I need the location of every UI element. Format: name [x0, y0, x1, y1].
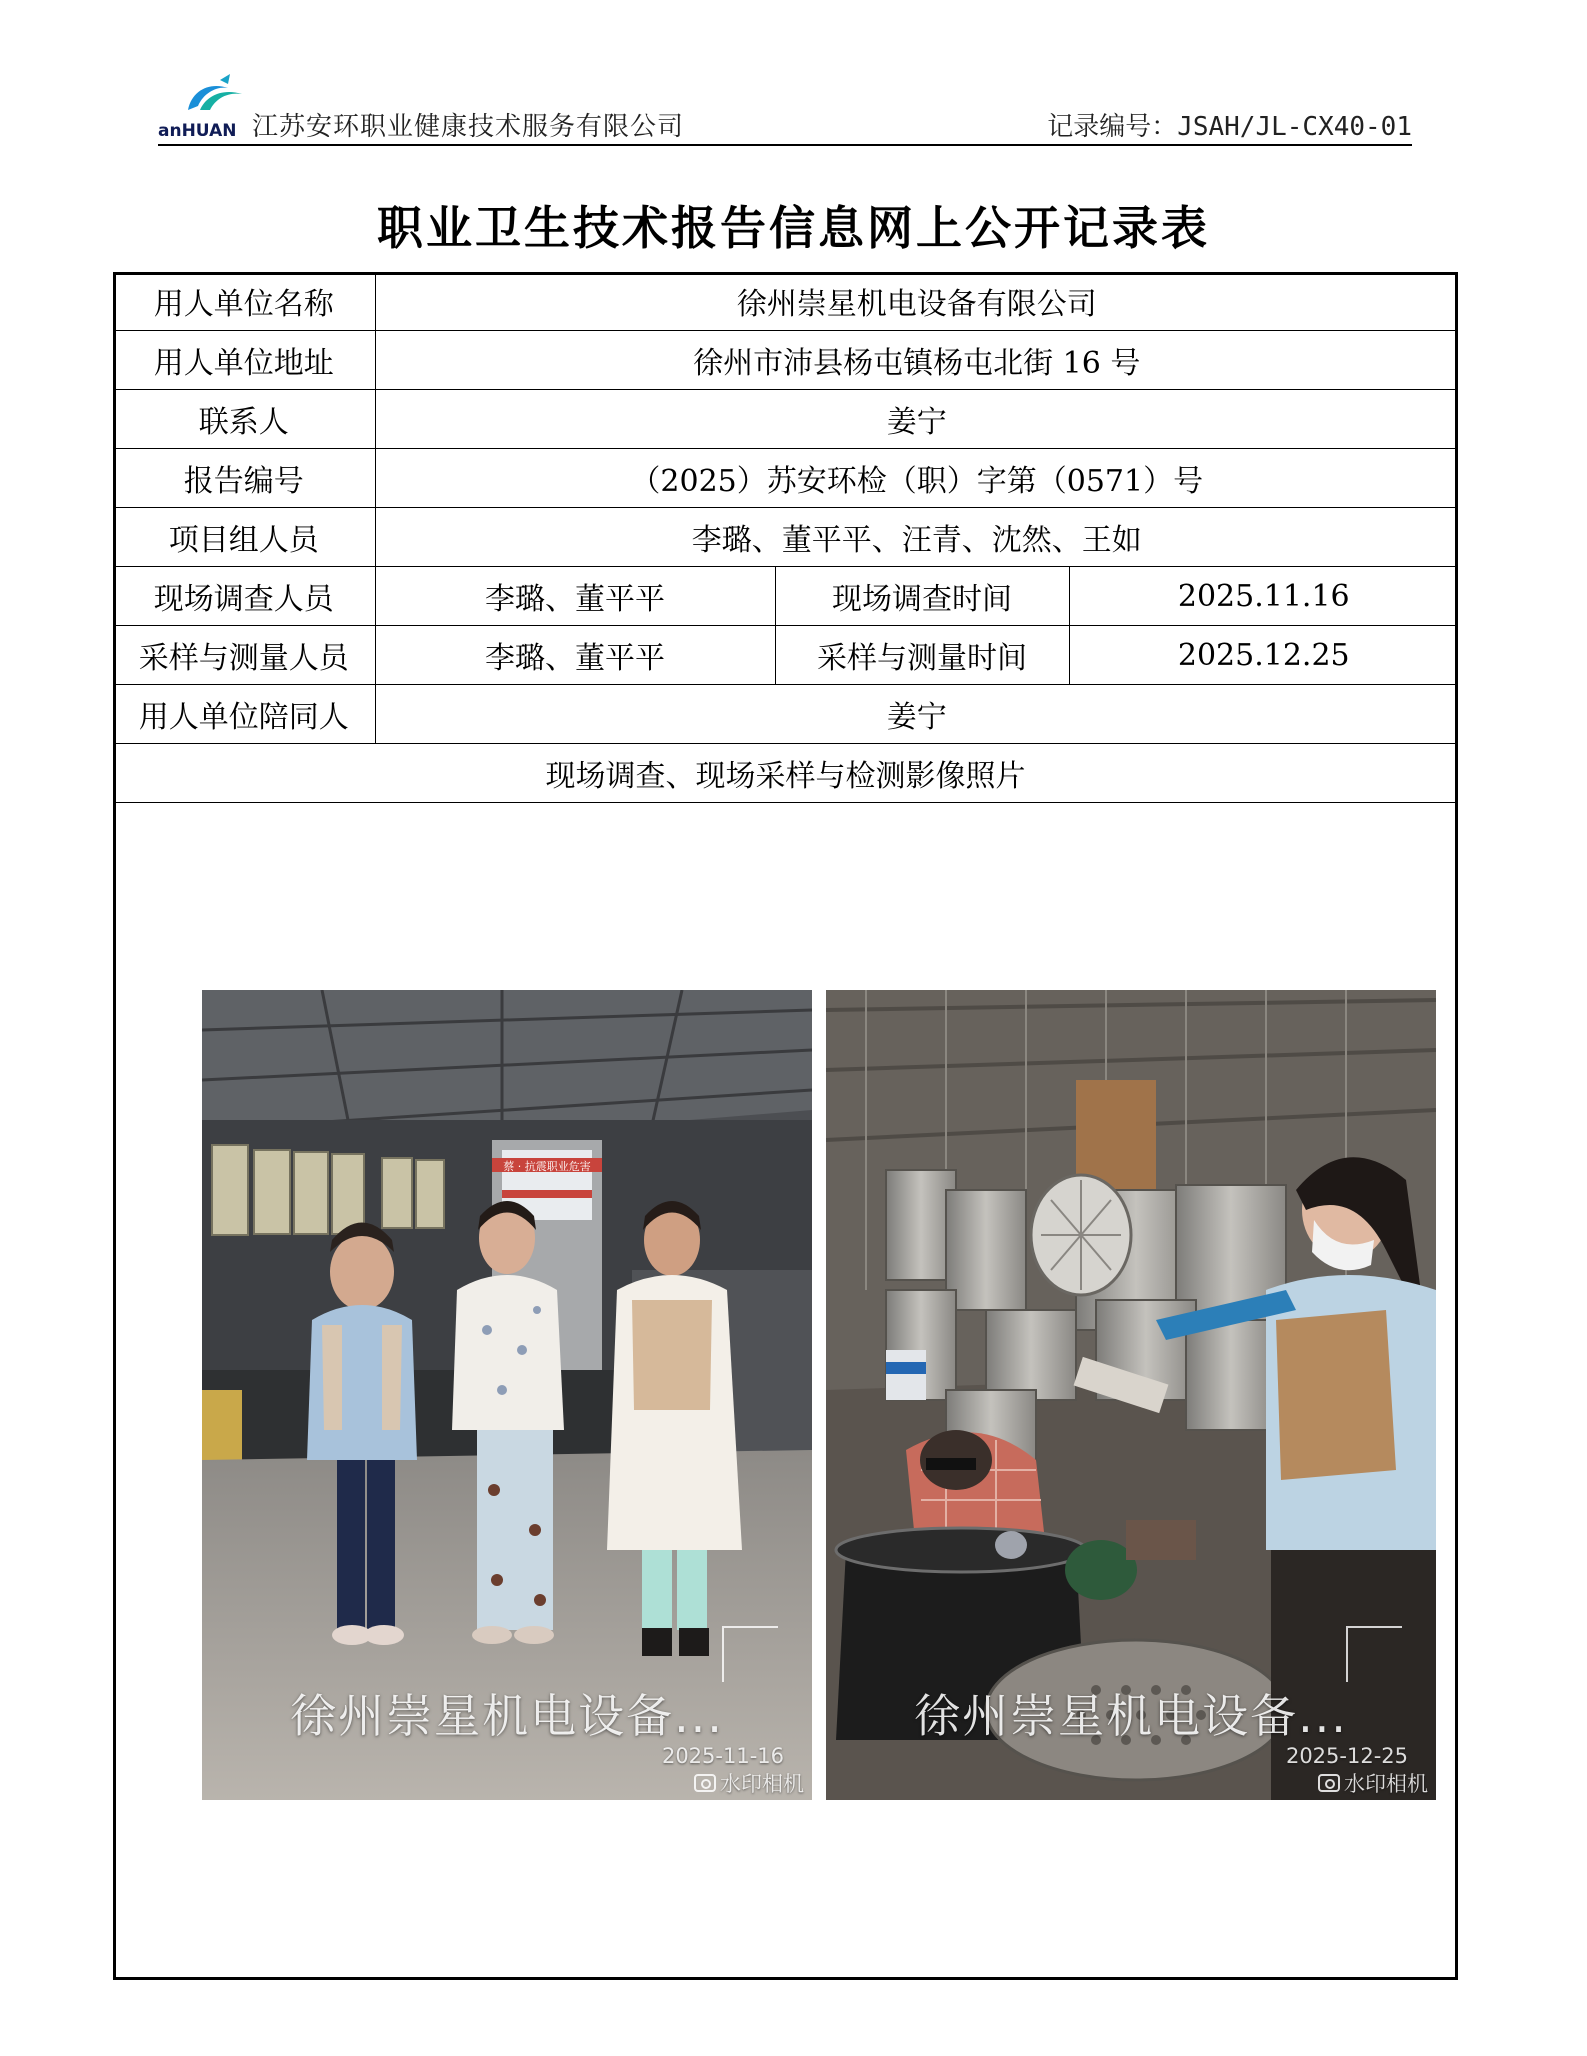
survey-staff-value: 李璐、董平平	[375, 567, 775, 626]
anhuan-logo	[158, 72, 250, 140]
watermark-camera-label: 水印相机	[720, 1772, 804, 1796]
document-header	[158, 72, 1412, 144]
watermark-date: 2025-12-25	[1285, 1744, 1408, 1768]
survey-time-label: 现场调查时间	[775, 567, 1069, 626]
escort-label: 用人单位陪同人	[113, 685, 375, 744]
sampling-staff-value: 李璐、董平平	[375, 626, 775, 685]
escort-value: 姜宁	[375, 685, 1458, 744]
table-row	[113, 626, 1458, 685]
survey-time-value: 2025.11.16	[1069, 567, 1458, 626]
table-row	[113, 685, 1458, 744]
company-name: 江苏安环职业健康技术服务有限公司	[252, 112, 685, 142]
sampling-staff-label: 采样与测量人员	[113, 626, 375, 685]
watermark-corner-icon	[722, 1626, 778, 1682]
employer-address-value: 徐州市沛县杨屯镇杨屯北街 16 号	[375, 331, 1458, 390]
watermark-text: 徐州崇星机电设备...	[290, 1689, 724, 1743]
team-label: 项目组人员	[113, 508, 375, 567]
employer-address-label: 用人单位地址	[113, 331, 375, 390]
watermark-camera	[1318, 1768, 1428, 1798]
table-row	[113, 331, 1458, 390]
employer-name-label: 用人单位名称	[113, 272, 375, 331]
sampling-time-value: 2025.12.25	[1069, 626, 1458, 685]
contact-value: 姜宁	[375, 390, 1458, 449]
table-row	[113, 744, 1458, 803]
survey-staff-label: 现场调查人员	[113, 567, 375, 626]
table-row	[113, 508, 1458, 567]
camera-icon	[694, 1774, 716, 1792]
watermark-text: 徐州崇星机电设备...	[914, 1689, 1348, 1743]
survey-photo-image	[202, 990, 812, 1800]
report-no-value: （2025）苏安环检（职）字第（0571）号	[375, 449, 1458, 508]
survey-photo	[202, 990, 812, 1800]
sampling-photo-image	[826, 990, 1436, 1800]
table-row	[113, 390, 1458, 449]
page-title: 职业卫生技术报告信息网上公开记录表	[377, 201, 1210, 255]
header-divider	[158, 144, 1412, 146]
table-row	[113, 449, 1458, 508]
photos-heading: 现场调查、现场采样与检测影像照片	[113, 744, 1458, 803]
sampling-photo	[826, 990, 1436, 1800]
table-row	[113, 567, 1458, 626]
contact-label: 联系人	[113, 390, 375, 449]
watermark-camera-label: 水印相机	[1344, 1772, 1428, 1796]
employer-name-value: 徐州崇星机电设备有限公司	[375, 272, 1458, 331]
svg-text:anHUAN: anHUAN	[158, 121, 237, 140]
report-no-label: 报告编号	[113, 449, 375, 508]
info-table	[113, 272, 1458, 803]
record-number: 记录编号：JSAH/JL-CX40-01	[1047, 112, 1412, 142]
svg-text:蔡 · 抗震职业危害: 蔡 · 抗震职业危害	[503, 1160, 591, 1173]
team-value: 李璐、董平平、汪青、沈然、王如	[375, 508, 1458, 567]
watermark-date: 2025-11-16	[661, 1744, 784, 1768]
table-row	[113, 272, 1458, 331]
sampling-time-label: 采样与测量时间	[775, 626, 1069, 685]
watermark-corner-icon	[1346, 1626, 1402, 1682]
watermark-camera	[694, 1768, 804, 1798]
camera-icon	[1318, 1774, 1340, 1792]
